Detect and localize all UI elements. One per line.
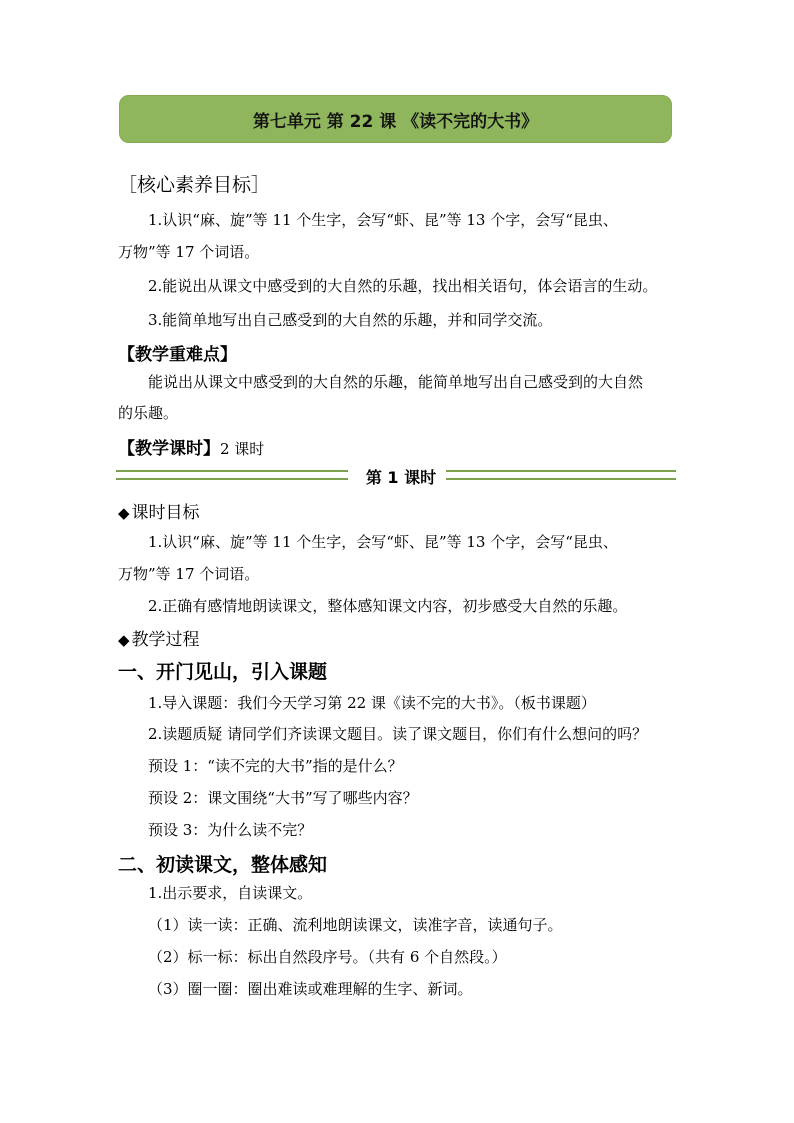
objective-line-3: 2.正确有感情地朗读课文，整体感知课文内容，初步感受大自然的乐趣。 <box>148 597 628 615</box>
divider-rule-right-top <box>446 470 676 472</box>
part2-line-4: （3）圈一圈：圈出难读或难理解的生字、新词。 <box>148 980 473 998</box>
part2-line-2: （1）读一读：正确、流利地朗读课文，读准字音，读通句子。 <box>148 916 563 934</box>
part2-line-3: （2）标一标：标出自然段序号。（共有 6 个自然段。） <box>148 948 507 966</box>
objectives-heading: 课时目标 <box>131 503 200 523</box>
lesson-divider <box>116 465 676 489</box>
goal-line-2: 万物”等 17 个词语。 <box>118 243 260 261</box>
lesson-title: 第七单元 第 22 课 《读不完的大书》 <box>252 111 539 132</box>
hours-row <box>118 434 264 459</box>
difficulty-heading: 【教学重难点】 <box>118 345 237 365</box>
hours-value: 2 课时 <box>220 440 265 458</box>
objectives-heading-row <box>118 498 200 523</box>
process-heading: 教学过程 <box>131 630 200 650</box>
diamond-bullet-icon: ◆ <box>118 631 130 649</box>
part1-heading: 一、开门见山，引入课题 <box>118 661 328 683</box>
goal-line-3: 2.能说出从课文中感受到的大自然的乐趣，找出相关语句，体会语言的生动。 <box>148 277 658 295</box>
part2-line-1: 1.出示要求，自读课文。 <box>148 884 313 902</box>
part1-line-1: 1.导入课题：我们今天学习第 22 课《读不完的大书》。（板书课题） <box>148 694 596 712</box>
difficulty-line-1: 能说出从课文中感受到的大自然的乐趣，能简单地写出自己感受到的大自然 <box>148 373 644 391</box>
hours-heading: 【教学课时】 <box>118 439 220 459</box>
part2-heading: 二、初读课文，整体感知 <box>118 854 328 876</box>
goals-heading: ［核心素养目标］ <box>118 174 271 196</box>
process-heading-row <box>118 625 200 650</box>
goal-line-1: 1.认识“麻、旋”等 11 个生字，会写“虾、昆”等 13 个字，会写“昆虫、 <box>148 211 618 229</box>
part1-line-4: 预设 2：课文围绕“大书”写了哪些内容？ <box>148 789 418 807</box>
part1-line-5: 预设 3：为什么读不完？ <box>148 821 313 839</box>
objective-line-1: 1.认识“麻、旋”等 11 个生字，会写“虾、昆”等 13 个字，会写“昆虫、 <box>148 533 618 551</box>
lesson-1-label: 第 1 课时 <box>365 468 437 487</box>
difficulty-line-2: 的乐趣。 <box>118 404 179 422</box>
divider-rule-left-top <box>116 470 348 472</box>
part1-line-2: 2.读题质疑 请同学们齐读课文题目。读了课文题目，你们有什么想问的吗？ <box>148 725 648 743</box>
diamond-bullet-icon: ◆ <box>118 504 130 522</box>
objective-line-2: 万物”等 17 个词语。 <box>118 565 260 583</box>
divider-rule-right-bottom <box>446 478 676 480</box>
part1-line-3: 预设 1：“读不完的大书”指的是什么？ <box>148 757 403 775</box>
goal-line-4: 3.能简单地写出自己感受到的大自然的乐趣，并和同学交流。 <box>148 311 553 329</box>
lesson-title-banner <box>119 95 672 143</box>
divider-rule-left-bottom <box>116 478 348 480</box>
